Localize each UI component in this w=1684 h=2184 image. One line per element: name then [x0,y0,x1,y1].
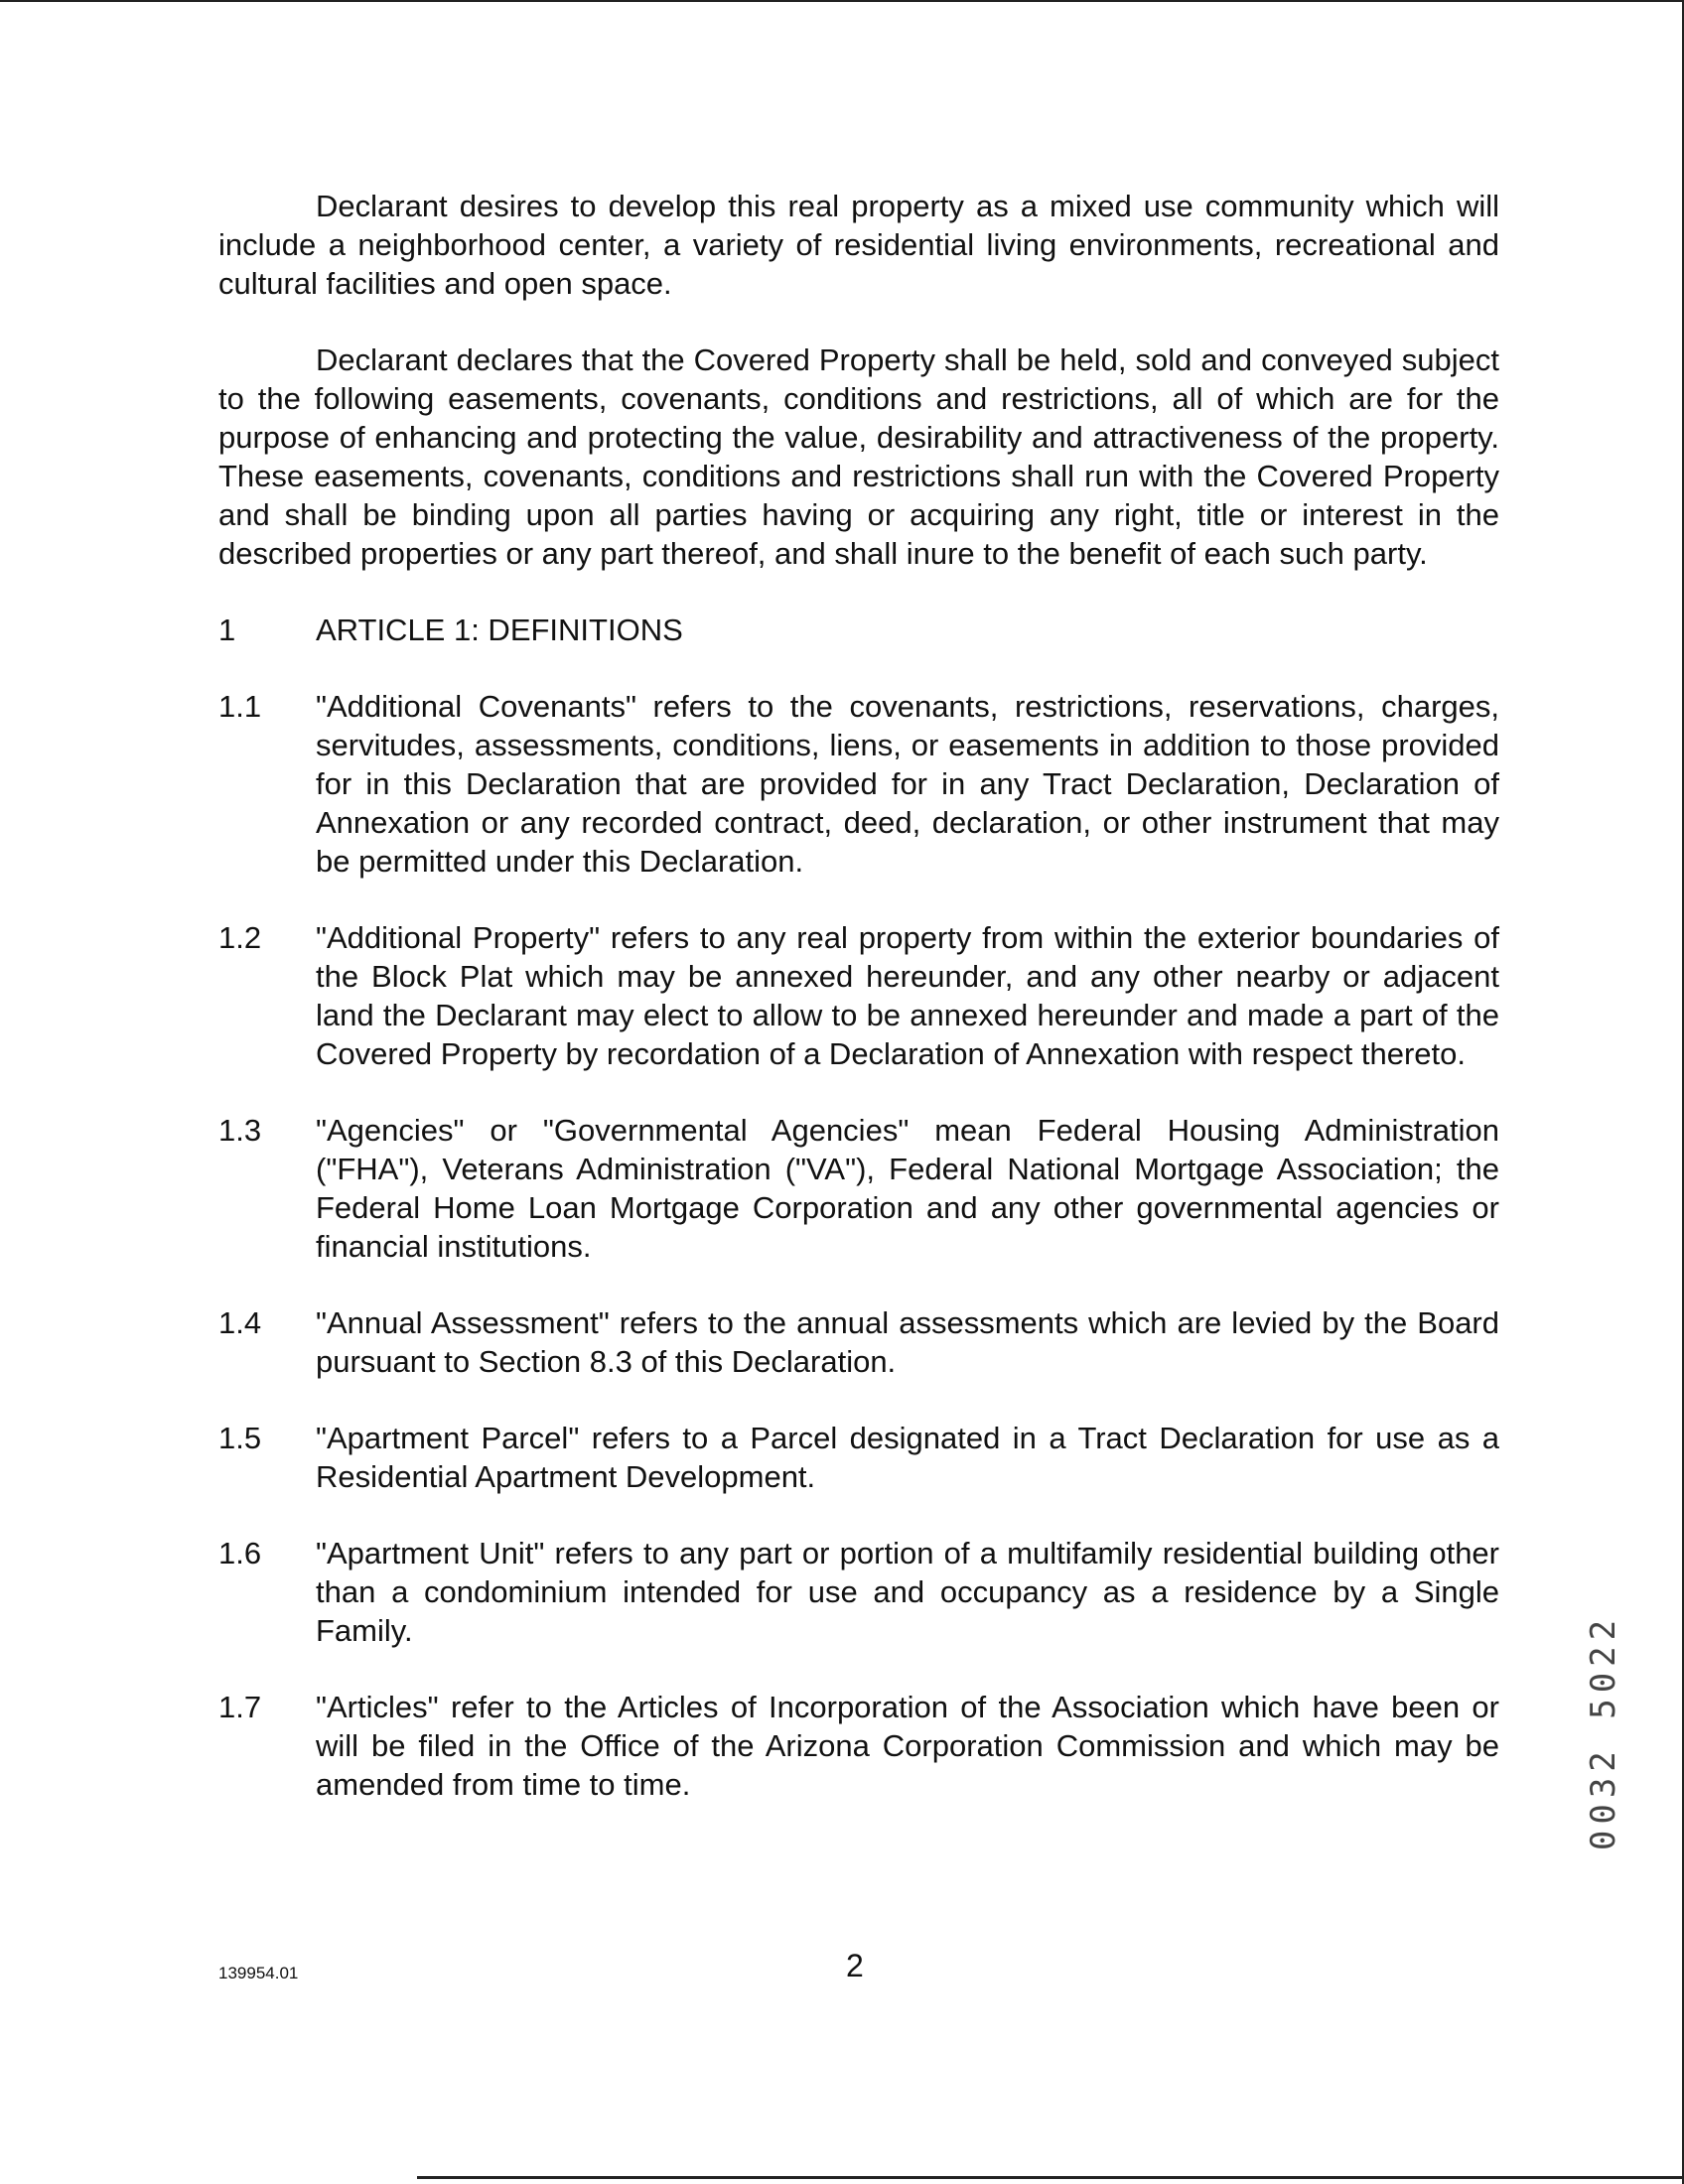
definition-text: "Annual Assessment" refers to the annual assessments which are levied by the Board pursuant to Section 8.3 of this Declaration. [316,1305,1499,1379]
intro-paragraph-1: Declarant desires to develop this real property as a mixed use community which will include a neighborhood center, a variety of residential living environments, recreational and cultural facilities and open space. [218,189,1499,301]
document-body [218,187,1499,1842]
recording-stamp [1579,1569,1628,1896]
bottom-edge-line [417,2176,1684,2179]
recording-stamp-text: 0032 5022 [1584,1613,1623,1851]
page-number: 2 [846,1948,864,1983]
article-title: ARTICLE 1: DEFINITIONS [316,613,683,647]
article-heading [218,611,1499,649]
definition-number: 1.6 [218,1536,262,1570]
definition-text: "Articles" refer to the Articles of Incorporation of the Association which have been or will be filed in the Office of the Arizona Corporation Commission and which may be amended from time to time. [316,1690,1499,1802]
definition-text: "Additional Covenants" refers to the covenants, restrictions, reservations, charges, servitudes, assessments, conditions, liens, or easements in addition to those provided for in this Declaration that are provided for in any Tract Declaration, Declaration of Annexation or any recorded contract, deed, declaration, or other instrument that may be permitted under this Declaration. [316,689,1499,879]
definition-text: "Additional Property" refers to any real property from within the exterior boundaries of the Block Plat which may be annexed hereunder, and any other nearby or adjacent land the Declarant may elect to allow to be annexed hereunder and made a part of the Covered Property by recordation of a Declaration of Annexation with respect thereto. [316,920,1499,1071]
definition-item [218,1688,1499,1804]
definition-item [218,918,1499,1073]
definition-number: 1.7 [218,1690,262,1724]
definition-text: "Apartment Unit" refers to any part or portion of a multifamily residential building other than a condominium intended for use and occupancy as a residence by a Single Family. [316,1536,1499,1648]
definition-item [218,1419,1499,1496]
article-number: 1 [218,613,236,647]
definition-number: 1.3 [218,1113,262,1148]
document-id: 139954.01 [218,1964,299,1982]
definition-item [218,1303,1499,1381]
definition-number: 1.5 [218,1421,262,1455]
definition-item [218,1111,1499,1266]
intro-paragraph-2: Declarant declares that the Covered Property shall be held, sold and conveyed subject to the following easements, covenants, conditions and restrictions, all of which are for the purpose of enhancing and protecting the value, desirability and attractiveness of the property. These easements, covenants, conditions and restrictions shall run with the Covered Property and shall be binding upon all parties having or acquiring any right, title or interest in the described properties or any part thereof, and shall inure to the benefit of each such party. [218,342,1499,571]
definition-item [218,1534,1499,1650]
definition-number: 1.2 [218,920,262,955]
definition-text: "Agencies" or "Governmental Agencies" mean Federal Housing Administration ("FHA"), Veterans Administration ("VA"), Federal National Mortgage Association; the Federal Home Loan Mortgage Corporation and any other governmental agencies or financial institutions. [316,1113,1499,1264]
definition-number: 1.4 [218,1305,262,1340]
definition-number: 1.1 [218,689,262,724]
definition-item [218,687,1499,881]
definition-text: "Apartment Parcel" refers to a Parcel designated in a Tract Declaration for use as a Residential Apartment Development. [316,1421,1499,1494]
